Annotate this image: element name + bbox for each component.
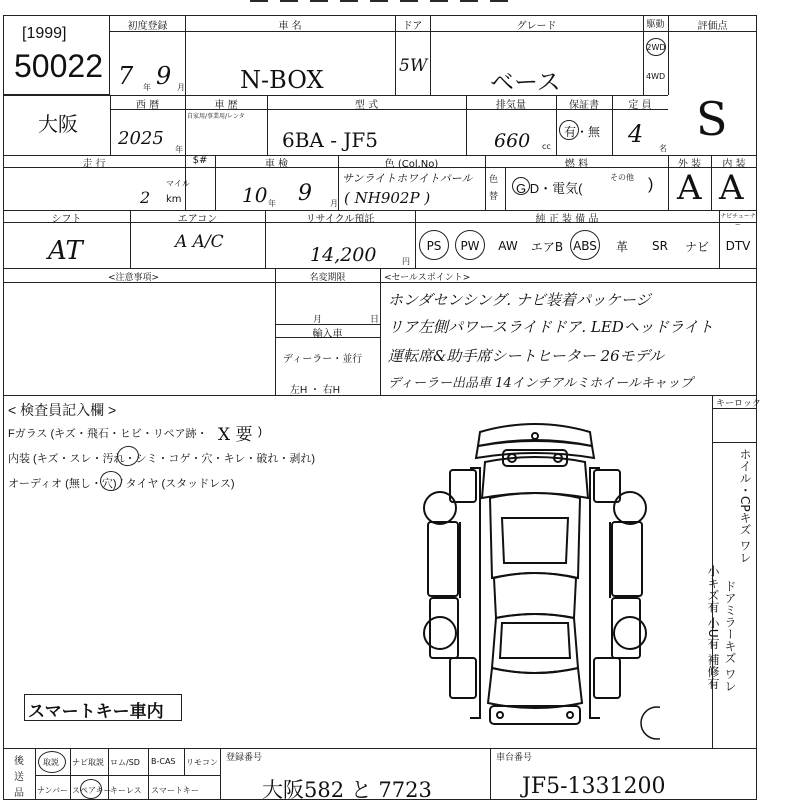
evaluation-score: S — [696, 92, 728, 146]
km-unit: km — [166, 194, 182, 205]
shift-value: AT — [48, 236, 83, 266]
door-label: ドア — [402, 21, 423, 32]
first-reg-month-unit: 月 — [177, 83, 185, 92]
vehicle-diagram — [410, 418, 660, 748]
equipment-label: 純 正 装 備 品 — [535, 214, 599, 225]
caution-label: <注意事項> — [108, 273, 160, 283]
title-period-label: 名変期限 — [309, 273, 346, 283]
equip-sr: SR — [652, 239, 668, 253]
ac-value: A A/C — [175, 232, 224, 252]
side-note-col1: ホイル・CPキズ ワレ — [738, 448, 752, 564]
mileage-value: 2 — [140, 188, 151, 207]
doc-item-bcas: B-CAS — [151, 757, 176, 766]
exterior-label: 外 装 — [677, 159, 702, 170]
ac-label: エアコン — [177, 214, 218, 225]
grade-value: ベース — [490, 68, 561, 96]
handle-label: 左H ・ 右H — [290, 385, 340, 396]
side-note-col3: 小キズ有 小U有 補修有 — [706, 565, 720, 690]
color-label: 色 (Col.No) — [384, 159, 439, 170]
inspector-line1: Fガラス (キズ・飛石・ヒビ・リペア跡・ — [8, 428, 208, 440]
equip-navi: ナビ — [684, 239, 709, 254]
fuel-options: G D・電気( — [516, 181, 583, 196]
doc-item-manual: 取説 — [43, 758, 59, 767]
import-label: 輸入車 — [312, 329, 343, 340]
sales-point-3: 運転席&助手席シートヒーター 26モデル — [388, 347, 664, 365]
model-label: 型 式 — [354, 100, 379, 111]
fuel-other: その他 — [610, 173, 634, 182]
doc-item-navi-manual: ナビ取説 — [72, 758, 104, 767]
drive-4wd: 4WD — [646, 72, 666, 81]
color-name: サンライトホワイトパール — [342, 172, 473, 185]
equip-aw: AW — [498, 239, 518, 253]
mileage-sub: $# — [192, 155, 208, 166]
chassis-label: 車台番号 — [496, 753, 533, 763]
equip-leather: 革 — [615, 239, 628, 254]
interior-label: 内 装 — [722, 159, 746, 170]
doc-item-rom-sd: ロム/SD — [110, 758, 140, 767]
recycle-unit: 円 — [402, 257, 410, 266]
era-year-unit: 年 — [175, 145, 183, 154]
lot-location: 大阪 — [38, 114, 78, 136]
lot-year: [1999] — [22, 25, 67, 42]
doc-item-smart-key: スマートキー — [151, 786, 199, 795]
era-year: 2025 — [118, 128, 164, 149]
displacement-value: 660 — [494, 130, 531, 152]
equip-pw: PW — [460, 239, 480, 253]
mileage-label: 走 行 — [82, 159, 106, 170]
recycle-value: 14,200 — [310, 244, 377, 266]
warranty-value: 有・無 — [564, 125, 601, 139]
car-name-label: 車 名 — [278, 21, 302, 32]
sales-point-1: ホンダセンシング. ナビ装着パッケージ — [388, 291, 651, 309]
docs-label-1: 後 — [14, 756, 24, 767]
first-reg-label: 初度登録 — [127, 21, 168, 32]
displacement-unit: cc — [542, 142, 551, 151]
plate-number: 大阪582 と 7723 — [262, 778, 432, 802]
first-reg-year-unit: 年 — [143, 83, 151, 92]
history-label: 車 歴 — [214, 100, 238, 111]
title-day: 日 — [370, 315, 380, 325]
plate-label: 登録番号 — [226, 753, 263, 763]
interior-grade: A — [719, 168, 744, 208]
insp-year: 10 — [242, 183, 268, 207]
doc-item-plate: ナンバー — [37, 786, 69, 795]
door-value: 5W — [399, 56, 428, 76]
shift-label: シフト — [51, 214, 82, 225]
model-value: 6BA - JF5 — [282, 128, 378, 152]
key-location: スマートキー車内 — [28, 702, 164, 722]
fuel-close: ) — [648, 176, 654, 193]
equip-airbag: エアB — [530, 239, 564, 254]
warranty-label: 保証書 — [569, 100, 599, 111]
capacity-unit: 名 — [659, 144, 667, 153]
car-name: N-BOX — [240, 66, 324, 94]
mile-unit: マイル — [166, 179, 190, 188]
displacement-label: 排気量 — [496, 100, 526, 111]
equip-abs: ABS — [573, 239, 597, 253]
insp-month: 9 — [298, 181, 312, 206]
title-month: 月 — [313, 315, 323, 325]
color-side: 色替 — [489, 175, 499, 202]
inspector-line3: オーディオ (無し・穴) / タイヤ (スタッドレス) — [8, 478, 235, 490]
title-fragment — [250, 0, 510, 2]
doc-item-remote: リモコン — [186, 758, 218, 767]
nav-tuner-label: ナビチューナー — [720, 213, 756, 229]
audio-hole-circle — [100, 471, 122, 491]
capacity-value: 4 — [628, 120, 644, 148]
sales-point-label: <セールスポイント> — [384, 273, 471, 283]
color-code: ( NH902P ) — [344, 189, 431, 207]
doc-item-spare-key: スペアキー — [72, 786, 112, 795]
inspector-title: < 検査員記入欄 > — [8, 402, 117, 418]
doc-item-keyless: キーレス — [110, 786, 142, 795]
exterior-grade: A — [677, 168, 702, 208]
eval-label: 評価点 — [697, 21, 728, 32]
recycle-label: リサイクル預託 — [305, 214, 375, 225]
docs-label-2: 送 — [14, 772, 24, 783]
side-note-col2: ドアミラーキズ ワレ — [723, 580, 737, 692]
sales-point-4: ディーラー出品車 14インチアルミホイールキャップ — [388, 376, 693, 391]
equip-dtv: DTV — [725, 239, 751, 253]
insp-year-unit: 年 — [268, 199, 276, 208]
fglass-close: ) — [258, 424, 262, 438]
fglass-mark: X 要 — [218, 425, 253, 445]
era-label: 西 暦 — [135, 100, 160, 111]
capacity-label: 定 員 — [628, 100, 652, 111]
key-lock-label: キーロック — [716, 399, 761, 409]
drive-2wd: 2WD — [646, 38, 666, 56]
insp-month-unit: 月 — [330, 199, 338, 208]
first-reg-month: 9 — [156, 62, 172, 90]
inspection-label: 車 検 — [264, 159, 289, 170]
docs-label-3: 品 — [14, 788, 24, 799]
equip-ps: PS — [426, 239, 442, 253]
history-sub: 自家用/事業用/レンタ — [187, 113, 245, 120]
fuel-label: 燃 料 — [564, 159, 589, 170]
drive-label: 駆動 — [646, 20, 665, 30]
sales-point-2: リア左側パワースライドドア. LEDヘッドライト — [388, 318, 714, 336]
inspector-line2: 内装 (キズ・スレ・汚れ・シミ・コゲ・穴・キレ・破れ・剥れ) — [8, 453, 316, 465]
grade-label: グレード — [516, 21, 557, 32]
chassis-number: JF5-1331200 — [522, 774, 666, 799]
first-reg-year: 7 — [118, 62, 134, 90]
dealer-label: ディーラー・並行 — [283, 354, 363, 365]
lot-number: 50022 — [14, 48, 103, 84]
